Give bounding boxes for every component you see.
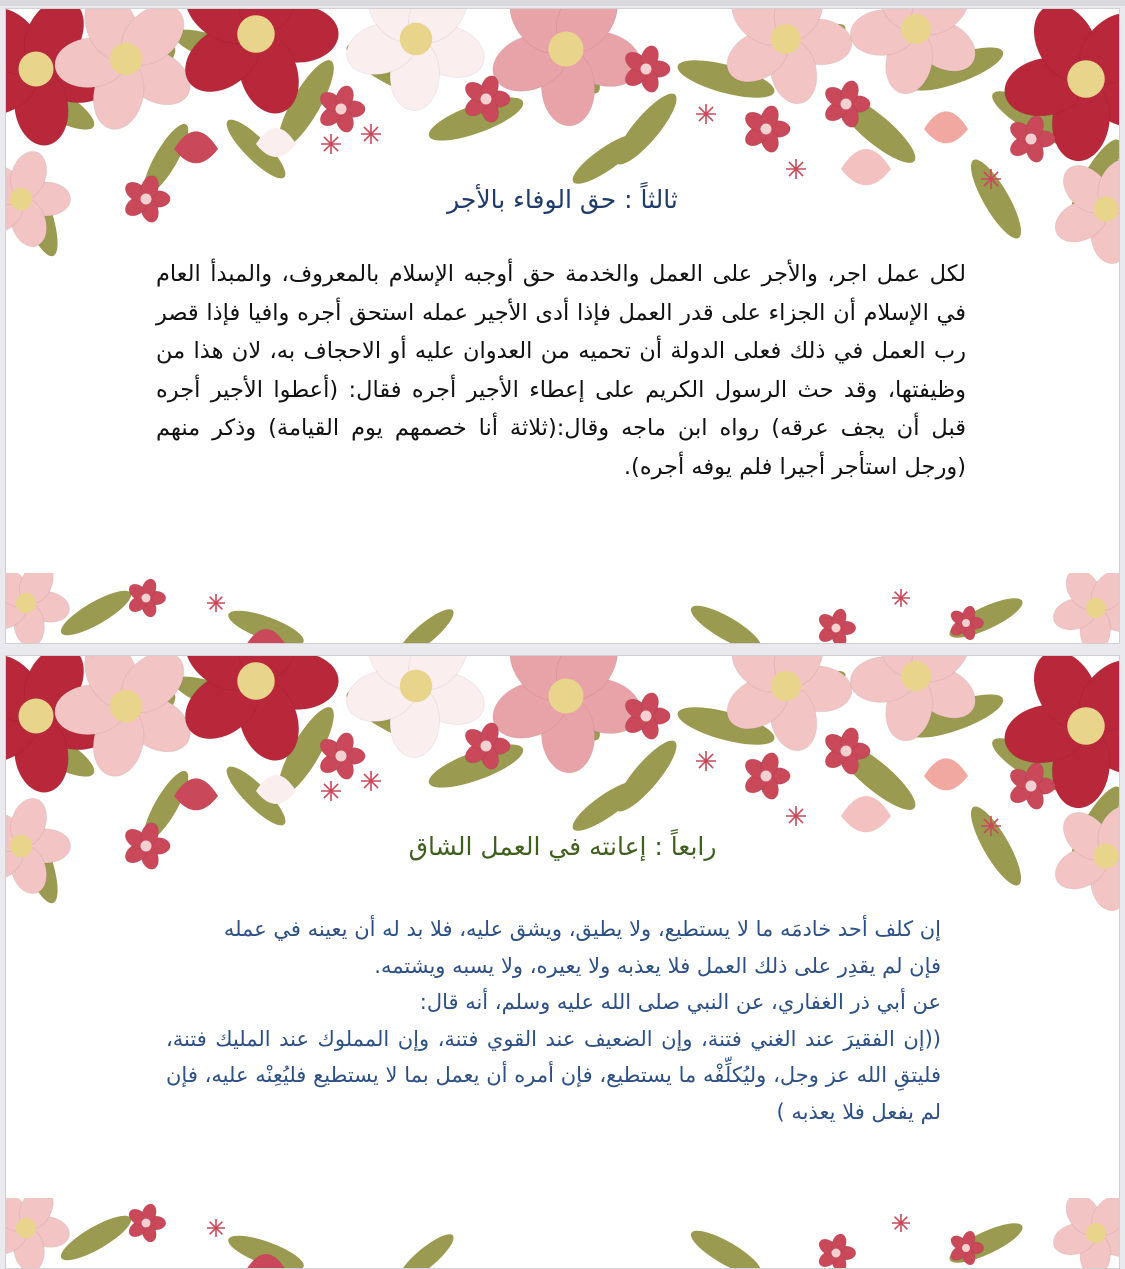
floral-border-bottom-2 [6,1198,1120,1268]
flower-ornament [742,750,791,801]
sparkle-ornament [361,771,381,791]
bud-ornament [841,149,891,185]
floral-border-top-1 [6,9,1120,269]
floral-border-bottom-1 [6,573,1120,643]
slide-body-text: لكل عمل اجر، والأجر على العمل والخدمة حق أوجبه الإسلام بالمعروف، والمبدأ العام في الإسلام أن الجزاء على قدر العمل فإذا أدى الأجير عمله استحق أجره وافيا فإذا قصر رب العمل في ذلك فعلى الدولة أن تحميه من العدوان عليه أو الاحجاف به، لان هذا من وظيفتها، وقد حث الرسول الكريم على إعطاء الأجير أجره فقال: (أعطوا الأجير أجره قبل أن يجف عرقه) رواه ابن ماجه وقال:(ثلاثة أنا خصمهم يوم القيامة) وذكر منهم (ورجل استأجر أجيرا فلم يوفه أجره). [156,261,966,480]
sparkle-ornament [696,751,716,771]
floral-border-top-2 [6,656,1120,916]
flower-ornament [1050,573,1120,643]
flower-ornament [126,577,166,619]
flower-ornament [848,9,985,98]
leaf-ornament [686,1223,766,1268]
flower-ornament [848,656,985,745]
sparkle-ornament [207,1219,225,1237]
sparkle-ornament [892,1214,910,1232]
sparkle-ornament [696,104,716,124]
bud-ornament [841,796,891,832]
sparkle-ornament [207,594,225,612]
sparkle-ornament [321,781,341,801]
flower-ornament [126,1202,166,1244]
sparkle-ornament [892,589,910,607]
slide-2 [5,655,1120,1269]
slide-title: رابعاً : إعانته في العمل الشاق [408,832,717,861]
leaf-ornament [567,127,645,191]
bud-ornament [924,111,968,143]
flower-ornament [742,103,791,154]
leaf-ornament [393,1228,459,1268]
bud-ornament [924,758,968,790]
flower-ornament [816,1232,856,1268]
slide-title: ثالثاً : حق الوفاء بالأجر [447,185,678,214]
sparkle-ornament [786,159,806,179]
leaf-ornament [686,598,766,643]
slide-body-text: إن كلف أحد خادمَه ما لا يستطيع، ولا يطيق، ويشق عليه، فلا بد له أن يعينه في عمله فإن لم يقدِر على ذلك العمل فلا يعذبه ولا يعيره، ولا يسبه ويشتمه. عن أبي ذر الغفاري، عن النبي صلى الله عليه وسلم، أنه قال: ((إن الفقيرَ عند الغني فتنة، وإن الضعيف عند القوي فتنة، وإن المملوك عند المليك فتنة، فليتقِ الله عز وجل، وليُكلِّفْه ما يستطيع، فإن أمره أن يعمل بما لا يستطيع فليُعِنْه عليه، فإن لم يفعل فلا يعذبه ) [166,917,941,1124]
leaf-ornament [393,603,459,643]
leaf-ornament [567,774,645,838]
flower-ornament [816,607,856,643]
flower-ornament [1050,1198,1120,1268]
top-strip [0,0,1125,6]
sparkle-ornament [321,134,341,154]
sparkle-ornament [786,806,806,826]
slide-1 [5,8,1120,644]
sparkle-ornament [361,124,381,144]
